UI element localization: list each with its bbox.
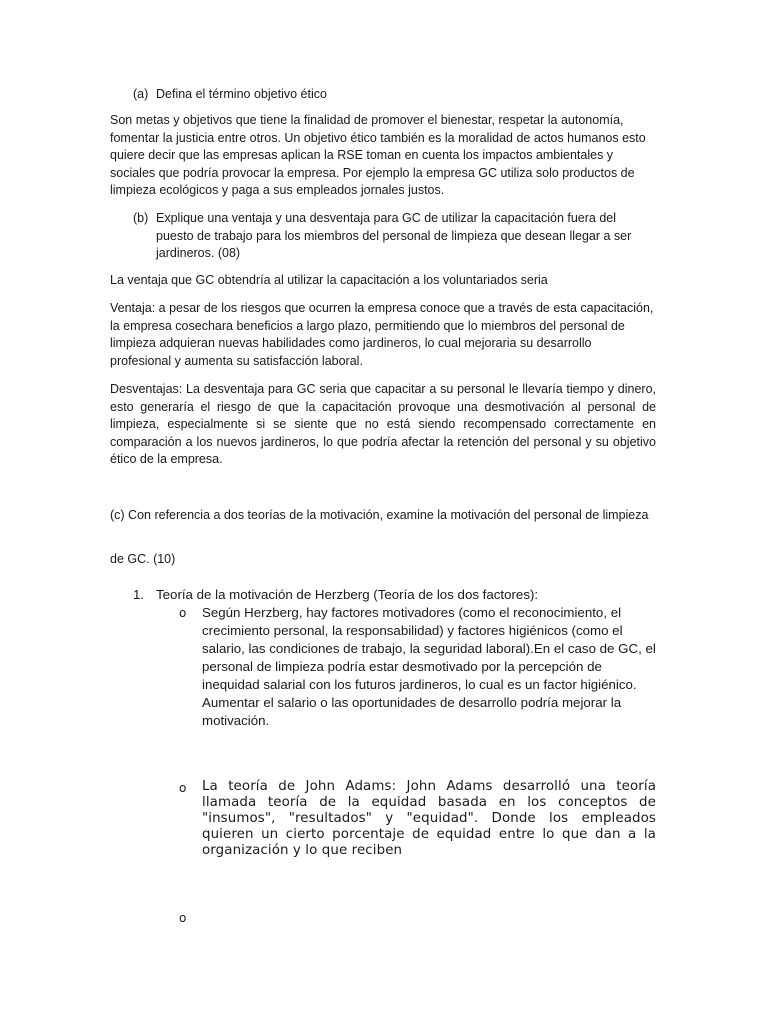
bullet-1-marker: o — [179, 606, 187, 620]
list-number: 1. — [133, 587, 145, 602]
ventaja-paragraph: Ventaja: a pesar de los riesgos que ocurren la empresa conoce que a través de esta capacitación, la empresa cosechara beneficios a largo plazo, permitiendo que lo miembros del personal de limpieza adquieran nuevas habilidades como jardineros, lo cual mejoraria su desarrollo profesional y aumenta su satisfacción laboral. — [110, 301, 654, 368]
bullet-3-marker: o — [179, 911, 187, 925]
answer-a-paragraph: Son metas y objetivos que tiene la finalidad de promover el bienestar, respetar la autonomía, fomentar la justicia entre otros. Un objetivo ético también es la moralidad de actos humanos esto quiere decir que las empresas aplican la RSE toman en cuenta los impactos ambientales y sociales que podría provocar la empresa. Por ejemplo la empresa GC utiliza solo productos de limpieza ecológicos y paga a sus empleados jornales justos. — [110, 113, 646, 198]
question-b-text: Explique una ventaja y una desventaja para GC de utilizar la capacitación fuera del puesto de trabajo para los miembros del personal de limpieza que desean llegar a ser jardineros. (08) — [156, 211, 632, 261]
question-c-text: (c) Con referencia a dos teorías de la motivación, examine la motivación del personal de limpieza — [110, 508, 649, 522]
question-a-text: Defina el término objetivo ético — [156, 87, 327, 101]
bullet-2-marker: o — [179, 781, 187, 795]
bullet-1-text: Según Herzberg, hay factores motivadores (como el reconocimiento, el crecimiento personal, la responsabilidad) y factores higiénicos (como el salario, las condiciones de trabajo, la seguridad laboral).En el caso de GC, el personal de limpieza podría estar desmotivado por la percepción de inequidad salarial con los futuros jardineros, lo cual es un factor higiénico. Aumentar el salario o las oportunidades de desarrollo podría mejorar la motivación. — [202, 605, 656, 728]
question-c-continuation: de GC. (10) — [110, 552, 176, 566]
bullet-2-text: La teoría de John Adams: John Adams desarrolló una teoría llamada teoría de la equidad basada en los conceptos de "insumos", "resultados" y "equidad". Donde los empleados quieren un cierto porcentaje de equidad entre lo que dan a la organización y lo que reciben — [202, 779, 656, 858]
list-item-title: Teoría de la motivación de Herzberg (Teoría de los dos factores): — [156, 587, 539, 602]
question-a-label: (a) — [133, 87, 149, 101]
question-b-label: (b) — [133, 211, 149, 225]
desventajas-paragraph: Desventajas: La desventaja para GC seria que capacitar a su personal le llevaría tiempo y dinero, esto generaría el riesgo de que la capacitación provoque una desmotivación al personal de limpieza, especialmente si se siente que no está siendo recompensado correctamente en comparación a los nuevos jardineros, lo que podría afectar la retención del personal y su objetivo ético de la empresa. — [110, 382, 656, 467]
intro-b-paragraph: La ventaja que GC obtendría al utilizar la capacitación a los voluntariados seria — [110, 273, 548, 287]
